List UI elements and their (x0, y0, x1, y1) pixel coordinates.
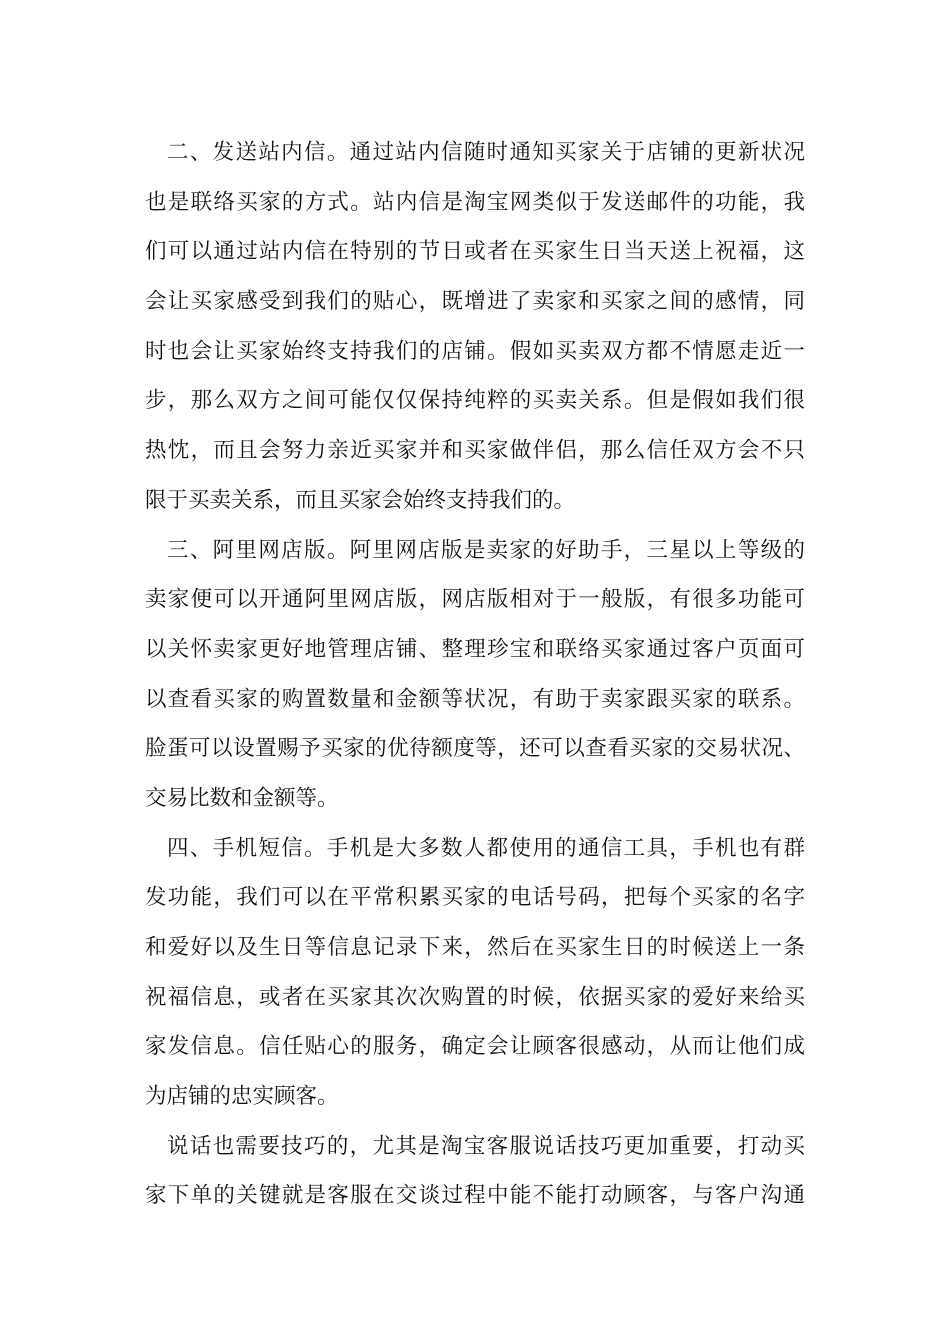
text-line: 二、发送站内信。通过站内信随时通知买家关于店铺的更新状况 (167, 140, 805, 165)
text-line: 也是联络买家的方式。站内信是淘宝网类似于发送邮件的功能，我 (145, 189, 805, 215)
text-line: 发功能，我们可以在平常积累买家的电话号码，把每个买家的名字 (145, 885, 805, 911)
text-line: 步，那么双方之间可能仅仅保持纯粹的买卖关系。但是假如我们很 (145, 388, 805, 414)
body-text (145, 128, 805, 1221)
text-line: 家发信息。信任贴心的服务，确定会让顾客很感动，从而让他们成 (145, 1034, 805, 1060)
text-line: 说话也需要技巧的，尤其是淘宝客服说话技巧更加重要，打动买 (167, 1133, 805, 1159)
text-line: 以查看买家的购置数量和金额等状况，有助于卖家跟买家的联系。 (145, 686, 805, 712)
text-line: 们可以通过站内信在特别的节日或者在买家生日当天送上祝福，这 (145, 239, 805, 265)
paragraph-ali-shop (145, 526, 805, 824)
paragraph-speaking-skills (145, 1122, 805, 1221)
text-line: 祝福信息，或者在买家其次次购置的时候，依据买家的爱好来给买 (145, 984, 805, 1010)
paragraph-station-message (145, 128, 805, 526)
paragraph-sms (145, 824, 805, 1122)
text-line: 为店铺的忠实顾客。 (145, 1084, 339, 1110)
text-line: 四、手机短信。手机是大多数人都使用的通信工具，手机也有群 (167, 835, 805, 861)
text-line: 以关怀卖家更好地管理店铺、整理珍宝和联络买家通过客户页面可 (145, 636, 805, 662)
text-line: 限于买卖关系，而且买家会始终支持我们的。 (145, 487, 576, 513)
text-line: 三、阿里网店版。阿里网店版是卖家的好助手，三星以上等级的 (167, 537, 805, 563)
text-line: 脸蛋可以设置赐予买家的优待额度等，还可以查看买家的交易状况、 (145, 736, 805, 762)
text-line: 时也会让买家始终支持我们的店铺。假如买卖双方都不情愿走近一 (145, 338, 805, 364)
text-line: 会让买家感受到我们的贴心，既增进了卖家和买家之间的感情，同 (145, 289, 805, 315)
text-line: 家下单的关键就是客服在交谈过程中能不能打动顾客，与客户沟通 (145, 1183, 805, 1209)
text-line: 卖家便可以开通阿里网店版，网店版相对于一般版，有很多功能可 (145, 587, 805, 613)
text-line: 热忱，而且会努力亲近买家并和买家做伴侣，那么信任双方会不只 (145, 438, 805, 464)
text-line: 交易比数和金额等。 (145, 785, 339, 811)
text-line: 和爱好以及生日等信息记录下来，然后在买家生日的时候送上一条 (145, 935, 805, 960)
